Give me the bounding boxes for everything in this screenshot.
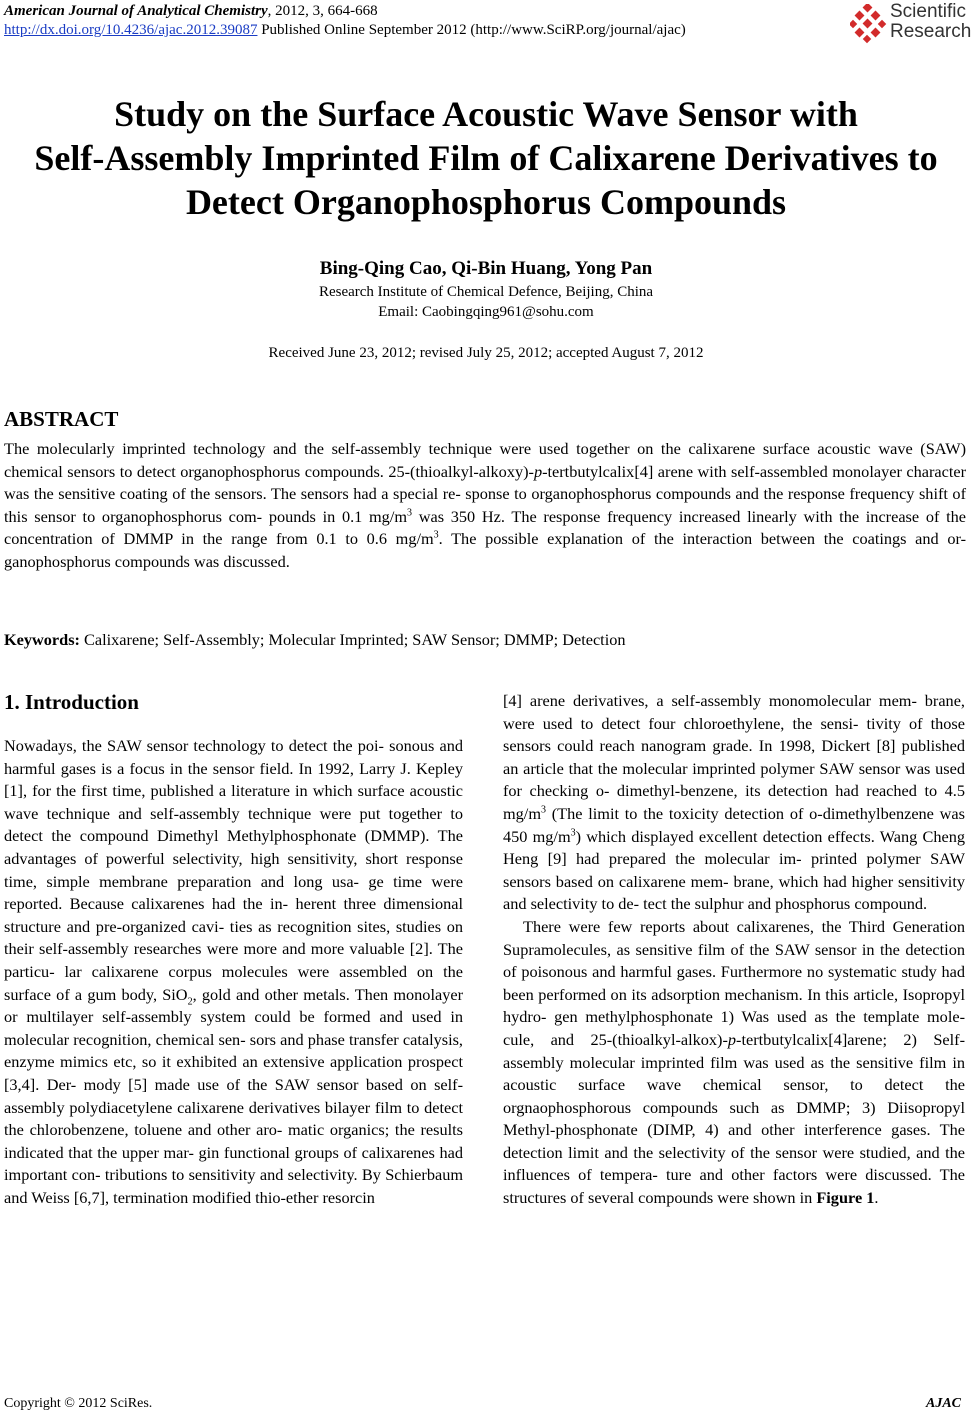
intro-text-right-c: ) which displayed excellent detection effects. Wang Cheng Heng [9] had prepared the molecular im- printed polymer SAW sensors based on calixarene mem- brane, which had higher sensitivity and selectivity to de- tect the sulphur and phosphorus compound.: [503, 826, 965, 914]
intro-text-left-a: Nowadays, the SAW sensor technology to detect the poi- sonous and harmful gases is a focus in the sensor field. In 1992, Larry J. Kepley [1], for the first time, published a literature in which surface acoustic wave technique and self-assembly technique were put together to detect the compound Dimethyl Methylphosphonate (DMMP). The advantages of powerful selectivity, high sensitivity, short response time, simple membrane preparation and long usa- ge time were reported. Because calixarenes had the in- herent three dimensional structure and pre-organized cavi- ties as recognition sites, studies on their self-assembly researches were more and more valuable [2]. The particu- lar calixarene corpus molecules were assembled on the surface of a gum body, SiO: [4, 736, 463, 1004]
intro-sup-2: 3: [570, 827, 576, 839]
section-heading-introduction: 1. Introduction: [4, 690, 139, 714]
journal-name: American Journal of Analytical Chemistry: [4, 3, 268, 19]
title-line-3: Detect Organophosphorus Compounds: [185, 182, 787, 222]
abstract-body: [4, 438, 966, 573]
intro-text-left-b: , gold and other metals. Then monolayer or multilayer self-assembly system could be formed and used in molecular recognition, chemical sen- sors and phase transfer catalysis, enzyme mimics etc, so it exhibited an extensive application prospect [3,4]. Der- mody [5] made use of the SAW sensor based on self- assembly polydiacetylene calixarene derivatives bilayer film to detect the chlorobenzene, toluene and other aro- matic organics; the results indicated that the upper mar- gin functional groups of calixarenes had important con- tributions to sensitivity and selectivity. By Schierbaum and Weiss [6,7], termination modified thio-ether resorcin: [4, 984, 463, 1207]
footer-copyright: Copyright © 2012 SciRes.: [4, 1396, 153, 1411]
footer-journal-abbr: AJAC: [926, 1396, 962, 1411]
intro-text-p2a: There were few reports about calixarenes, the Third Generation Supramolecules, as sensitive film of the SAW sensor in the detection of poisonous and harmful gases. Furthermore no systematic study had been performed on its adsorption mechanism. In this article, Isopropyl hydro- gen methylphosphonate 1) Was used as the template mole- cule, and 25-(thioalkyl-alkox)-: [503, 916, 965, 1049]
scirp-logo: [850, 2, 970, 46]
authors: Bing-Qing Cao, Qi-Bin Huang, Yong Pan: [319, 258, 653, 279]
abstract-sup-1: 3: [407, 507, 413, 519]
abstract-italic-p: p: [533, 461, 543, 481]
keywords: [4, 630, 966, 650]
intro-sup-1: 3: [541, 804, 546, 816]
left-column: [4, 735, 463, 1209]
abstract-text-1: The molecularly imprinted technology and the self-assembly technique were used together on the calixarene surface acoustic wave (SAW) chemical sensors to detect organophosphorus compounds. 25-(thioalkyl-alkoxy)-: [4, 439, 966, 481]
abstract-heading: ABSTRACT: [4, 407, 119, 431]
logo-line2: Research: [890, 21, 972, 42]
doi-line: [4, 22, 686, 39]
journal-volume: , 2012, 3, 664-668: [267, 3, 378, 19]
figure-1-reference[interactable]: Figure 1: [816, 1188, 875, 1208]
intro-paragraph-1: [4, 735, 463, 1209]
intro-text-right-a: [4] arene derivatives, a self-assembly monomolecular mem- brane, were used to detect four chloroethylene, the sensi- tivity of those sensors could reach nanogram grade. In 1998, Dickert [8] published an article that the molecular imprinted polymer SAW sensor was used for checking o- dimethyl-benzene, its detection had reached to 4.5 mg/m: [503, 691, 965, 823]
logo-text: [890, 2, 971, 42]
journal-header: [4, 3, 378, 20]
abstract-text-3: was 350 Hz. The response frequency increased linearly with the increase of the concentration of DMMP in the range from 0.1 to 0.6 mg/m: [4, 506, 966, 548]
right-column: [503, 690, 965, 1210]
logo-line1: Scientific: [890, 1, 967, 22]
affiliation: Research Institute of Chemical Defence, Beijing, China: [318, 284, 654, 300]
abstract-sup-2: 3: [433, 529, 439, 541]
published-online: Published Online September 2012 (http://www.SciRP.org/journal/ajac): [257, 22, 686, 38]
title-line-1: Study on the Surface Acoustic Wave Sensor with: [114, 94, 858, 134]
intro-period: .: [874, 1188, 879, 1208]
abstract-text-4: . The possible explanation of the interaction between the coatings and or- ganophosphorus compounds was discussed.: [4, 529, 966, 571]
paper-title: [0, 92, 972, 224]
intro-paragraph-2: [503, 916, 965, 1210]
keywords-label: Keywords:: [4, 630, 80, 649]
intro-italic-p: p: [727, 1029, 737, 1049]
intro-text-p2b: -tertbutylcalix[4]arene; 2) Self-assembly molecular imprinted film was used as the sensitive film in acoustic surface wave chemical sensor, to detect the orgnaophosphorous compounds such as DMMP; 3) Diisopropyl Methyl-phosphonate (DIMP, 4) and other interference gases. The detection limit and the selectivity of the sensor were studied, and the influences of tempera- ture and other factors were discussed. The structures of several compounds were shown in: [503, 1029, 965, 1208]
scirp-logo-icon: [850, 4, 888, 44]
received-dates: Received June 23, 2012; revised July 25, 2012; accepted August 7, 2012: [268, 345, 704, 361]
intro-sub-2: 2: [187, 995, 193, 1007]
doi-link[interactable]: http://dx.doi.org/10.4236/ajac.2012.39087: [4, 22, 258, 38]
title-line-2: Self-Assembly Imprinted Film of Calixarene Derivatives to: [34, 138, 938, 178]
email: Email: Caobingqing961@sohu.com: [378, 304, 594, 320]
abstract-text-2: -tertbutylcalix[4] arene with self-assembled monolayer character was the sensitive coating of the sensors. The sensors had a special re- sponse to organophosphorus compounds and the response frequency shift of this sensor to organophosphorus com- pounds in 0.1 mg/m: [4, 461, 967, 526]
keywords-text: Calixarene; Self-Assembly; Molecular Imprinted; SAW Sensor; DMMP; Detection: [79, 630, 626, 649]
intro-text-right-b: (The limit to the toxicity detection of o-dimethylbenzene was 450 mg/m: [503, 803, 965, 846]
intro-paragraph-1-cont: [503, 690, 965, 916]
